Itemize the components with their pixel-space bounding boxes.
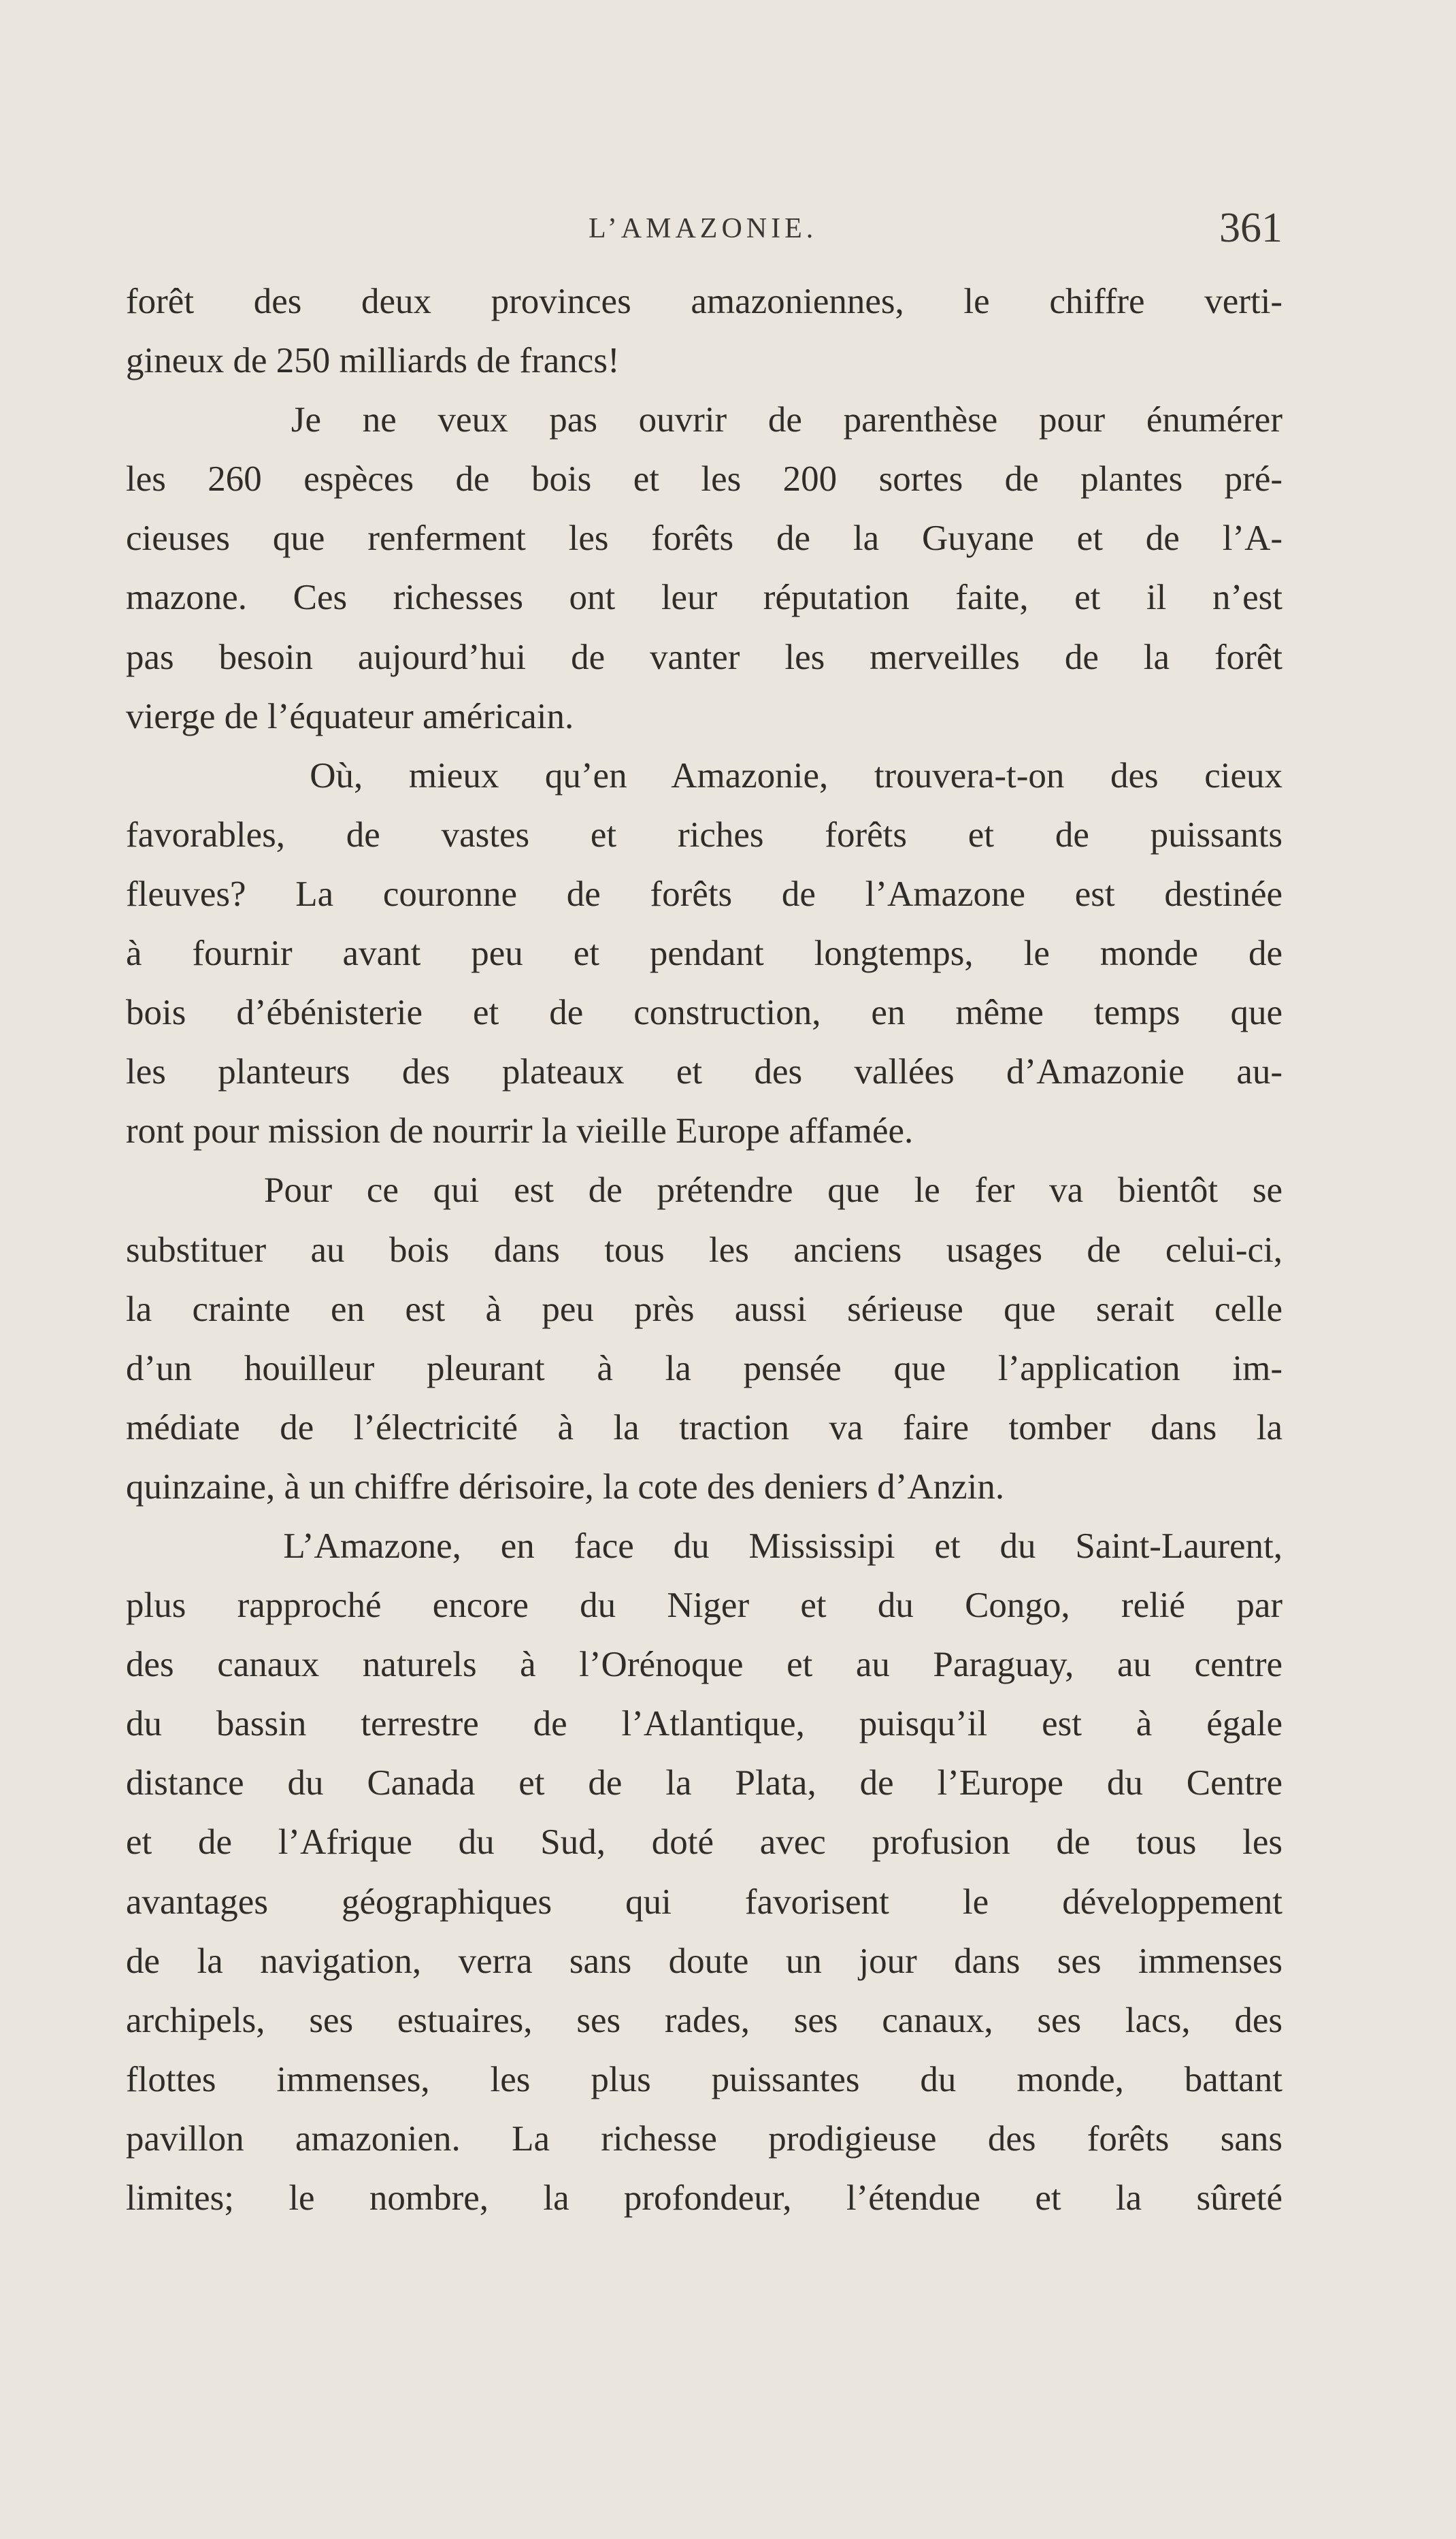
text-line: médiate de l’électricité à la traction va faire tomber dans la xyxy=(126,1407,1283,1447)
page-header xyxy=(126,204,1283,259)
running-title: L’AMAZONIE. xyxy=(589,213,818,244)
text-line: limites; le nombre, la profondeur, l’étendue et la sûreté xyxy=(126,2178,1283,2218)
text-line: de la navigation, verra sans doute un jour dans ses immenses xyxy=(126,1941,1283,1981)
text-line: substituer au bois dans tous les anciens usages de celui-ci, xyxy=(126,1230,1283,1270)
text-line: les planteurs des plateaux et des vallées d’Amazonie au- xyxy=(126,1052,1283,1092)
text-line: la crainte en est à peu près aussi sérieuse que serait celle xyxy=(126,1289,1283,1329)
text-line: quinzaine, à un chiffre dérisoire, la cote des deniers d’Anzin. xyxy=(126,1467,1005,1507)
text-line: plus rapproché encore du Niger et du Congo, relié par xyxy=(126,1586,1283,1626)
text-line: et de l’Afrique du Sud, doté avec profusion de tous les xyxy=(126,1822,1283,1863)
page-number: 361 xyxy=(1219,205,1283,251)
text-line: Où, mieux qu’en Amazonie, trouvera-t-on des cieux xyxy=(126,755,1283,796)
text-line: archipels, ses estuaires, ses rades, ses canaux, ses lacs, des xyxy=(126,2000,1283,2040)
text-line: favorables, de vastes et riches forêts et de puissants xyxy=(126,815,1283,855)
text-line: gineux de 250 milliards de francs! xyxy=(126,341,620,381)
text-line: d’un houilleur pleurant à la pensée que l’application im- xyxy=(126,1348,1283,1388)
text-line: fleuves? La couronne de forêts de l’Amazone est destinée xyxy=(126,874,1283,914)
text-line: L’Amazone, en face du Mississipi et du Saint-Laurent, xyxy=(126,1526,1283,1566)
text-line: mazone. Ces richesses ont leur réputation faite, et il n’est xyxy=(126,578,1283,618)
text-line: flottes immenses, les plus puissantes du monde, battant xyxy=(126,2059,1283,2099)
text-line: les 260 espèces de bois et les 200 sortes de plantes pré- xyxy=(126,459,1283,499)
text-line: cieuses que renferment les forêts de la Guyane et de l’A- xyxy=(126,519,1283,559)
text-line: pavillon amazonien. La richesse prodigieuse des forêts sans xyxy=(126,2118,1283,2159)
text-line: Pour ce qui est de prétendre que le fer va bientôt se xyxy=(126,1170,1283,1211)
text-line: du bassin terrestre de l’Atlantique, puisqu’il est à égale xyxy=(126,1704,1283,1744)
body-text xyxy=(126,272,1283,2228)
text-line: forêt des deux provinces amazoniennes, le chiffre verti- xyxy=(126,282,1283,321)
text-line: pas besoin aujourd’hui de vanter les merveilles de la forêt xyxy=(126,637,1283,677)
text-line: ront pour mission de nourrir la vieille Europe affamée. xyxy=(126,1111,914,1151)
text-line: à fournir avant peu et pendant longtemps, le monde de xyxy=(126,934,1283,974)
text-line: distance du Canada et de la Plata, de l’Europe du Centre xyxy=(126,1763,1283,1803)
text-line: bois d’ébénisterie et de construction, en même temps que xyxy=(126,993,1283,1033)
text-line: Je ne veux pas ouvrir de parenthèse pour énumérer xyxy=(126,400,1283,440)
text-line: des canaux naturels à l’Orénoque et au Paraguay, au centre xyxy=(126,1645,1283,1685)
text-line: avantages géographiques qui favorisent le développement xyxy=(126,1882,1283,1922)
text-line: vierge de l’équateur américain. xyxy=(126,696,574,736)
